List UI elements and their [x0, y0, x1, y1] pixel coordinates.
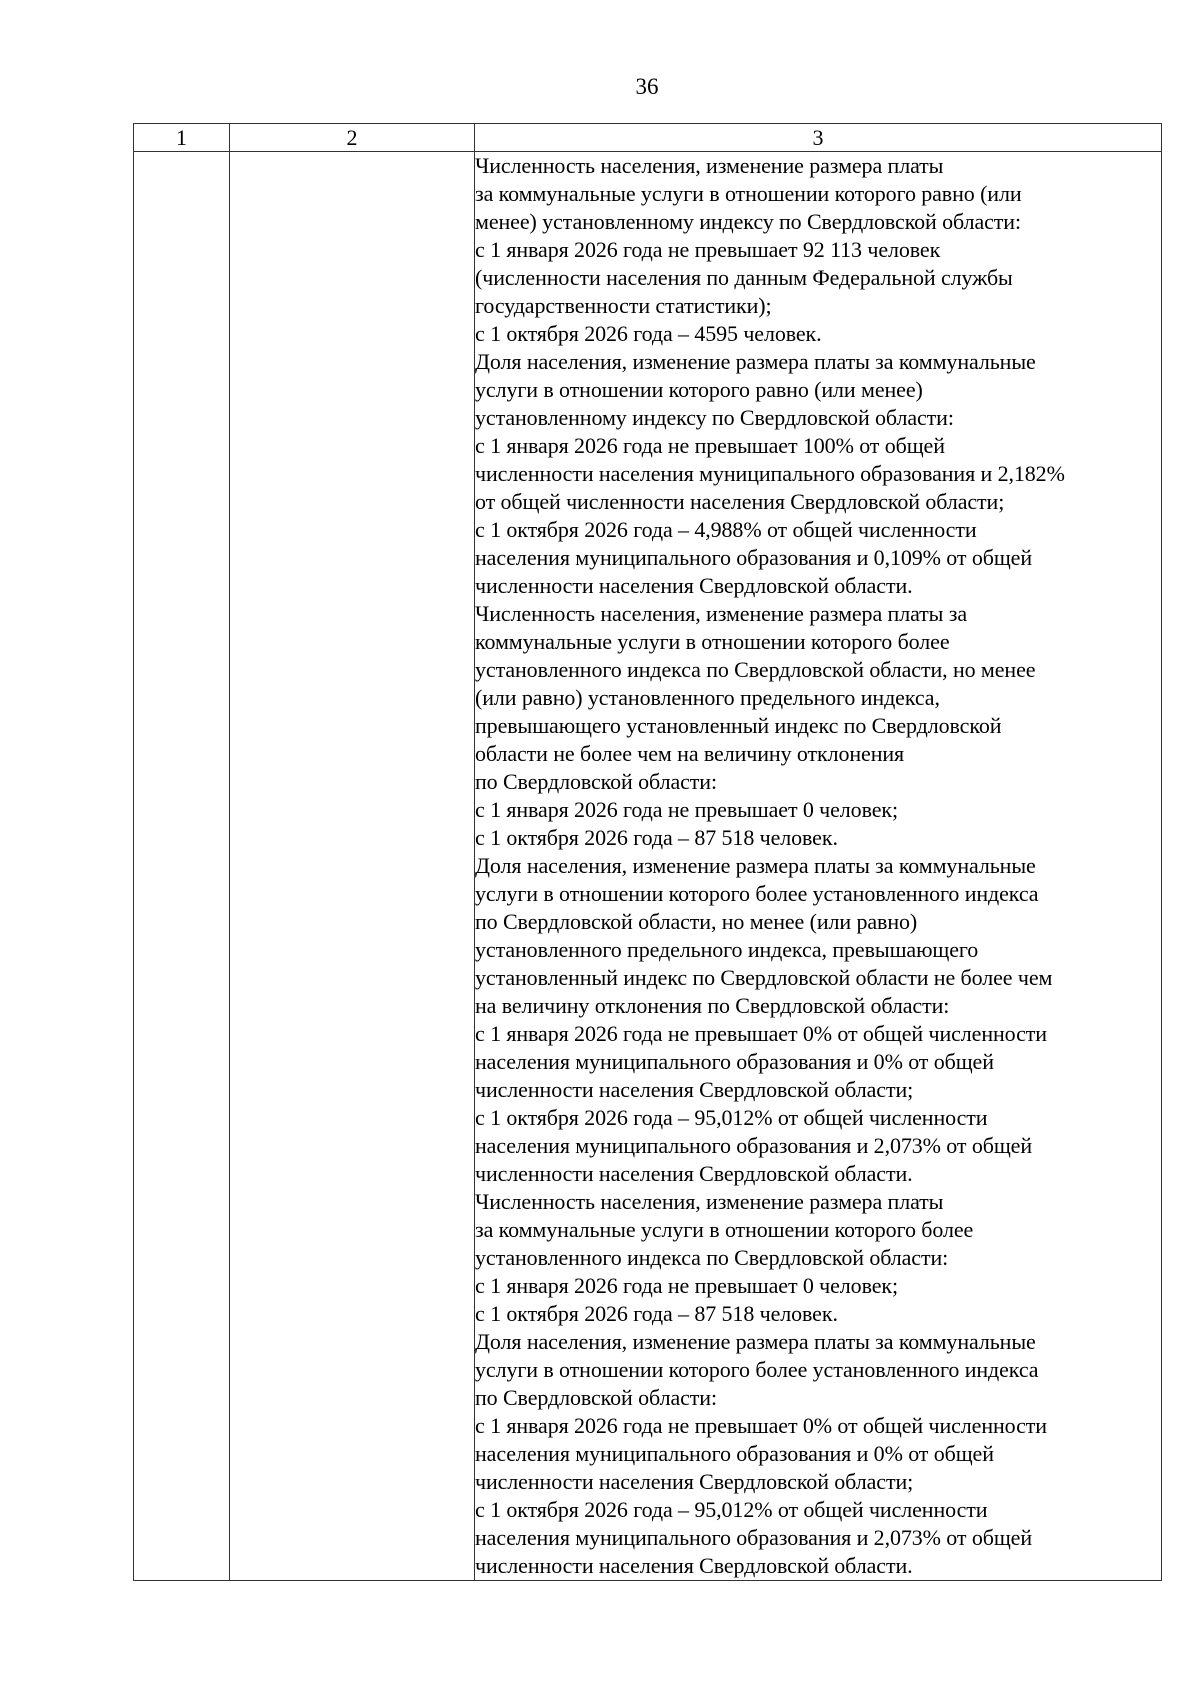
text-line: численности населения Свердловской области;: [475, 1077, 914, 1102]
text-line: Численность населения, изменение размера платы за: [475, 601, 968, 626]
table-cell-col2: [230, 152, 475, 1581]
text-line: с 1 октября 2026 года – 4595 человек.: [475, 321, 822, 346]
text-line: услуги в отношении которого более установленного индекса: [475, 881, 1039, 906]
table-row: [134, 152, 1162, 1581]
table-cell-col1: [134, 152, 230, 1581]
text-line: установленного индекса по Свердловской области, но менее: [475, 657, 1036, 682]
text-line: Доля населения, изменение размера платы за коммунальные: [475, 853, 1036, 878]
text-line: (или равно) установленного предельного индекса,: [475, 685, 940, 710]
column-header-1: 1: [134, 124, 230, 152]
text-line: от общей численности населения Свердловской области;: [475, 489, 1005, 514]
text-line: установленного индекса по Свердловской области:: [475, 1245, 949, 1270]
text-line: с 1 октября 2026 года – 95,012% от общей численности: [475, 1497, 988, 1522]
text-line: населения муниципального образования и 0,109% от общей: [475, 545, 1032, 570]
text-line: численности населения муниципального образования и 2,182%: [475, 461, 1065, 486]
text-line: с 1 января 2026 года не превышает 92 113 человек: [475, 237, 941, 262]
text-line: численности населения Свердловской области.: [475, 573, 913, 598]
text-line: Численность населения, изменение размера платы: [475, 153, 944, 178]
text-line: по Свердловской области:: [475, 1385, 717, 1410]
text-line: с 1 января 2026 года не превышает 0 человек;: [475, 1273, 898, 1298]
text-line: коммунальные услуги в отношении которого более: [475, 629, 950, 654]
text-line: Численность населения, изменение размера платы: [475, 1189, 944, 1214]
table-header-row: [134, 124, 1162, 152]
table-cell-col3: [475, 152, 1162, 1581]
text-line: с 1 января 2026 года не превышает 100% от общей: [475, 433, 945, 458]
text-line: (численности населения по данным Федеральной службы: [475, 265, 1013, 290]
text-line: области не более чем на величину отклонения: [475, 741, 905, 766]
text-line: превышающего установленный индекс по Свердловской: [475, 713, 1002, 738]
text-line: установленного предельного индекса, превышающего: [475, 937, 979, 962]
text-line: численности населения Свердловской области.: [475, 1161, 913, 1186]
text-line: услуги в отношении которого более установленного индекса: [475, 1357, 1039, 1382]
text-line: населения муниципального образования и 0% от общей: [475, 1049, 994, 1074]
text-line: установленному индексу по Свердловской области:: [475, 405, 954, 430]
document-table: [133, 123, 1162, 1581]
text-line: с 1 октября 2026 года – 4,988% от общей численности: [475, 517, 977, 542]
column-header-2: 2: [230, 124, 475, 152]
text-line: с 1 октября 2026 года – 87 518 человек.: [475, 825, 838, 850]
text-line: Доля населения, изменение размера платы за коммунальные: [475, 1329, 1036, 1354]
text-line: государственности статистики);: [475, 293, 772, 318]
text-line: численности населения Свердловской области;: [475, 1469, 914, 1494]
text-line: за коммунальные услуги в отношении которого более: [475, 1217, 974, 1242]
text-line: населения муниципального образования и 0% от общей: [475, 1441, 994, 1466]
text-line: населения муниципального образования и 2,073% от общей: [475, 1525, 1032, 1550]
text-line: с 1 января 2026 года не превышает 0% от общей численности: [475, 1413, 1047, 1438]
text-line: по Свердловской области, но менее (или равно): [475, 909, 918, 934]
text-line: менее) установленному индексу по Свердловской области:: [475, 209, 1021, 234]
page-number: 36: [635, 74, 659, 99]
text-line: численности населения Свердловской области.: [475, 1553, 913, 1578]
text-line: за коммунальные услуги в отношении которого равно (или: [475, 181, 1022, 206]
text-line: с 1 октября 2026 года – 87 518 человек.: [475, 1301, 838, 1326]
text-line: с 1 октября 2026 года – 95,012% от общей численности: [475, 1105, 988, 1130]
text-line: Доля населения, изменение размера платы за коммунальные: [475, 349, 1036, 374]
text-line: по Свердловской области:: [475, 769, 717, 794]
text-line: на величину отклонения по Свердловской области:: [475, 993, 950, 1018]
text-line: с 1 января 2026 года не превышает 0% от общей численности: [475, 1021, 1047, 1046]
text-line: населения муниципального образования и 2,073% от общей: [475, 1133, 1032, 1158]
text-line: услуги в отношении которого равно (или менее): [475, 377, 923, 402]
text-line: с 1 января 2026 года не превышает 0 человек;: [475, 797, 898, 822]
column-header-3: 3: [475, 124, 1162, 152]
text-line: установленный индекс по Свердловской области не более чем: [475, 965, 1053, 990]
